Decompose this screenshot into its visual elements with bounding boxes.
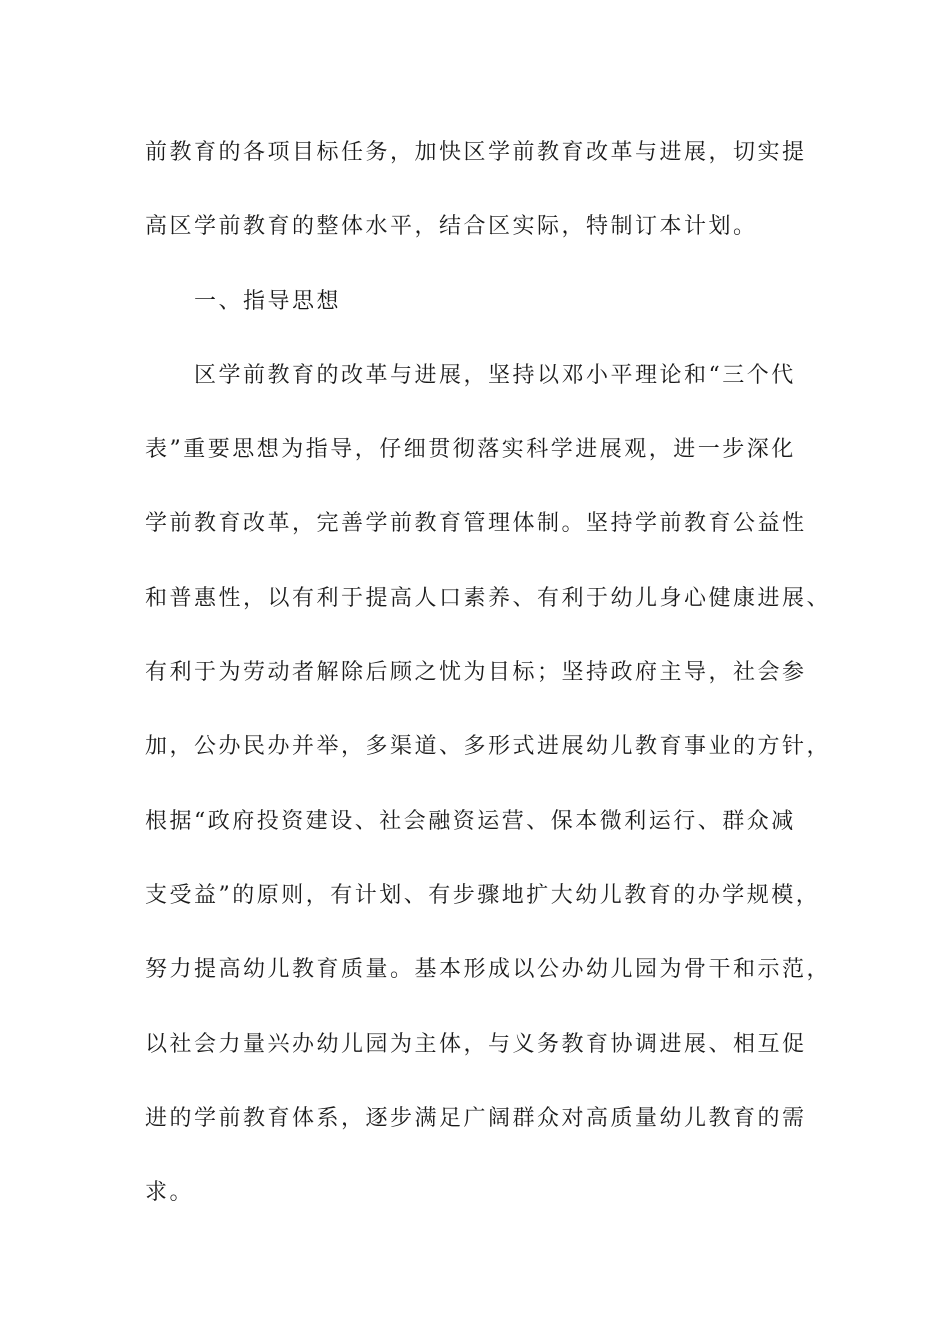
body-text: [145, 126, 832, 1240]
paragraph-line: 有利于为劳动者解除后顾之忧为目标；坚持政府主导，社会参: [145, 660, 807, 686]
paragraph-line: 根据“政府投资建设、社会融资运营、保本微利运行、群众减: [145, 808, 796, 834]
paragraph-line: 求。: [145, 1180, 195, 1206]
paragraph-line: 以社会力量兴办幼儿园为主体，与义务教育协调进展、相互促: [145, 1031, 807, 1057]
paragraph-line: 区学前教育的改革与进展，坚持以邓小平理论和“三个代: [194, 362, 796, 388]
paragraph-line: 努力提高幼儿教育质量。基本形成以公办幼儿园为骨干和示范，: [145, 957, 832, 983]
paragraph-line: 高区学前教育的整体水平，结合区实际，特制订本计划。: [145, 214, 758, 240]
paragraph-line: 加，公办民办并举，多渠道、多形式进展幼儿教育事业的方针，: [145, 734, 832, 760]
section-heading: 一、指导思想: [194, 288, 342, 314]
paragraph-line: 学前教育改革，完善学前教育管理体制。坚持学前教育公益性: [145, 511, 807, 537]
paragraph-line: 前教育的各项目标任务，加快区学前教育改革与进展，切实提: [145, 140, 807, 165]
paragraph-line: 和普惠性，以有利于提高人口素养、有利于幼儿身心健康进展、: [145, 585, 832, 611]
paragraph-line: 表”重要思想为指导，仔细贯彻落实科学进展观，进一步深化: [145, 437, 796, 463]
paragraph-line: 支受益”的原则，有计划、有步骤地扩大幼儿教育的办学规模，: [145, 882, 821, 908]
paragraph-line: 进的学前教育体系，逐步满足广阔群众对高质量幼儿教育的需: [145, 1105, 807, 1131]
